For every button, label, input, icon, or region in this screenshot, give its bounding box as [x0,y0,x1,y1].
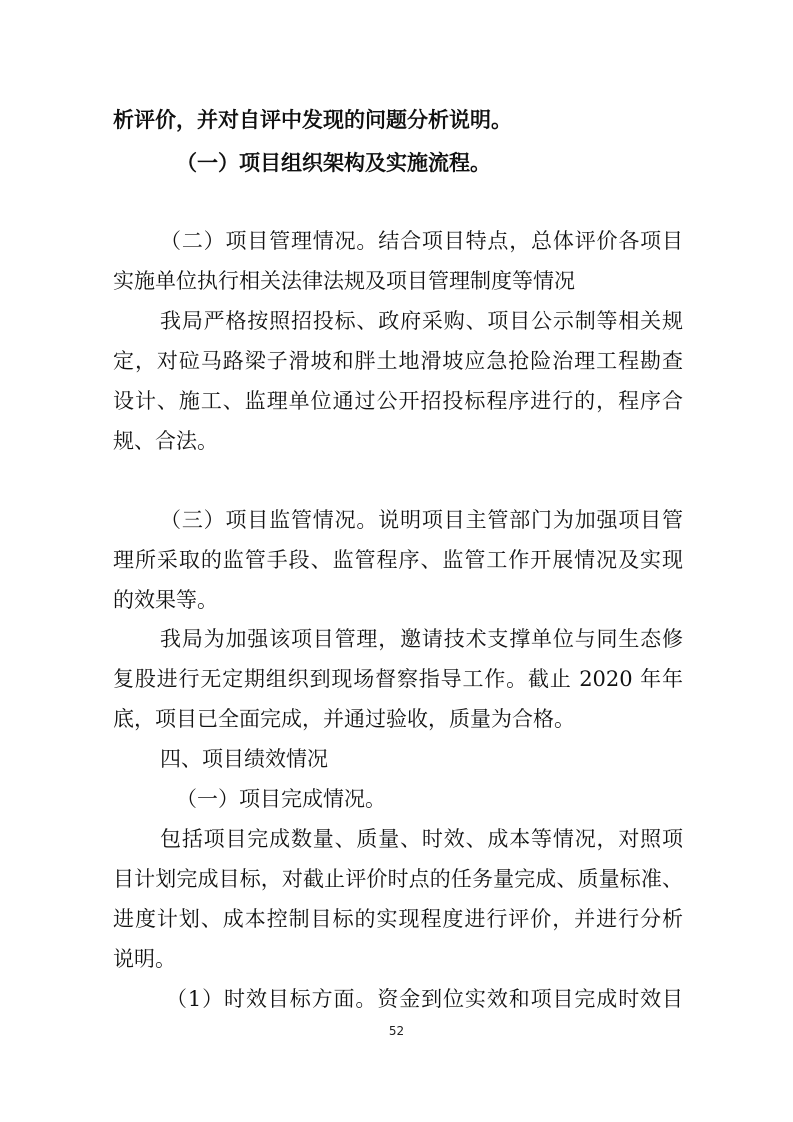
heading-project-supervision: （三）项目监管情况。说明项目主管部门为加强项目管 [160,508,683,532]
text-line: 说明。 [113,947,176,971]
text-line: 我局为加强该项目管理，邀请技术支撑单位与同生态修 [160,627,683,651]
text-line: 理所采取的监管手段、监管程序、监管工作开展情况及实现 [113,548,683,572]
text-line: 底，项目已全面完成，并通过验收，质量为合格。 [113,707,575,731]
text-line: 我局严格按照招投标、政府采购、项目公示制等相关规 [160,309,683,333]
heading-org-structure: （一）项目组织架构及实施流程。 [176,151,491,175]
heading-completion: （一）项目完成情况。 [176,787,386,811]
text-line: 目计划完成目标，对截止评价时点的任务量完成、质量标准、 [113,867,683,891]
text-line: 设计、施工、监理单位通过公开招投标程序进行的，程序合 [113,389,683,413]
heading-project-management: （二）项目管理情况。结合项目特点，总体评价各项目 [160,229,683,253]
heading-performance: 四、项目绩效情况 [160,747,328,771]
text-line: 的效果等。 [113,588,218,612]
text-line: 包括项目完成数量、质量、时效、成本等情况，对照项 [160,827,683,851]
text-line-conclusion-continued: 析评价，并对自评中发现的问题分析说明。 [113,108,512,132]
heading-time-target: （1）时效目标方面。资金到位实效和项目完成时效目 [166,987,683,1011]
text-line: 实施单位执行相关法律法规及项目管理制度等情况 [113,269,575,293]
text-line: 规、合法。 [113,429,218,453]
text-line: 进度计划、成本控制目标的实现程度进行评价，并进行分析 [113,907,683,931]
text-line: 定，对砬马路梁子滑坡和胖土地滑坡应急抢险治理工程勘查 [113,349,683,373]
text-line: 复股进行无定期组织到现场督察指导工作。截止 2020 年年 [113,667,683,691]
page-number: 52 [388,1024,405,1038]
